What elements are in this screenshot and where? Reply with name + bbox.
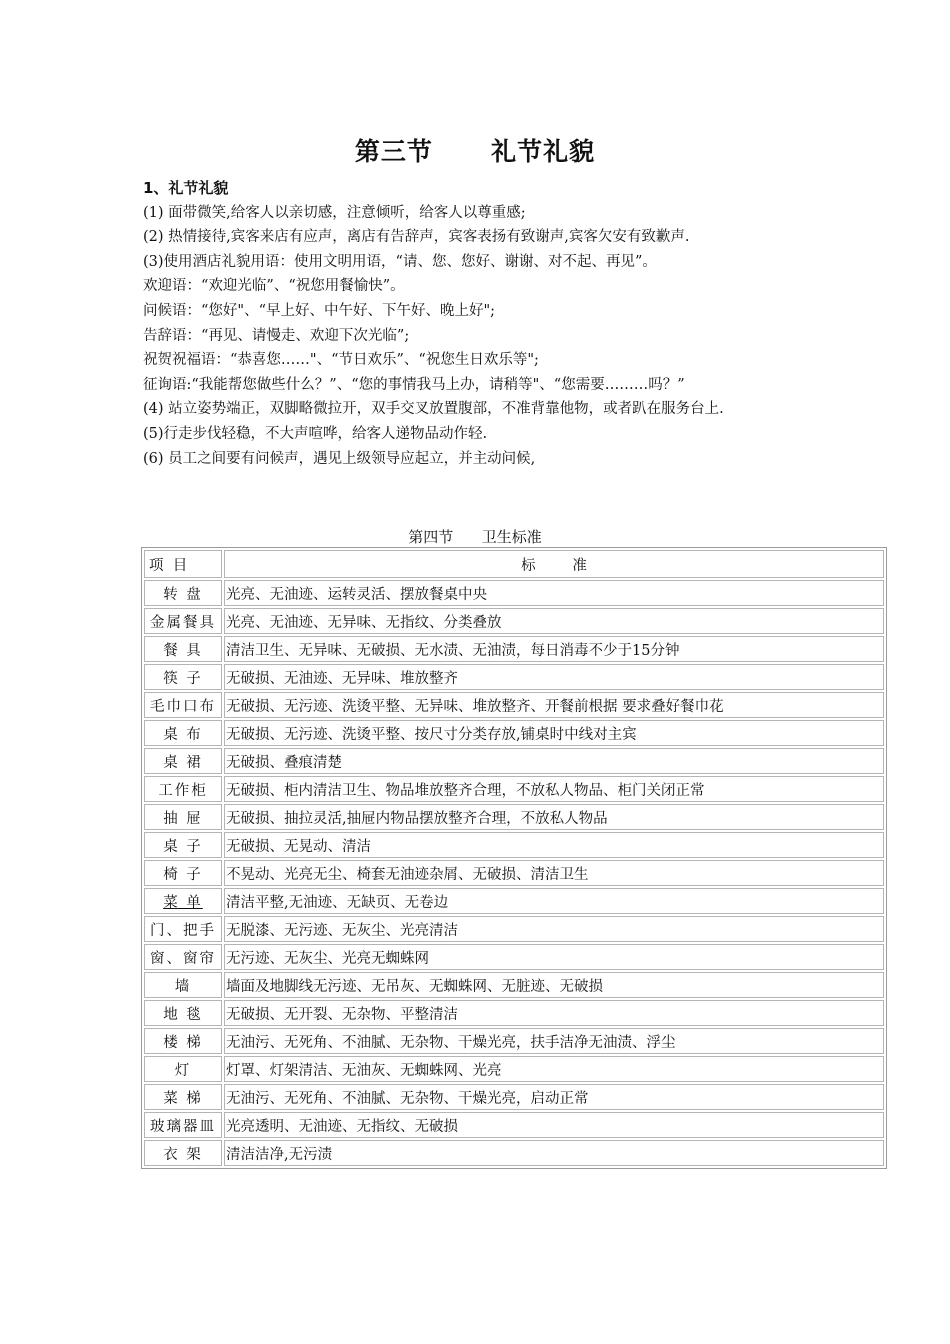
table-row — [144, 832, 884, 858]
row-standard: 光亮、无油迹、无异味、无指纹、分类叠放 — [224, 608, 884, 634]
table-row — [144, 1112, 884, 1138]
table-row — [144, 636, 884, 662]
header-item: 项 目 — [144, 550, 222, 578]
table-header-row — [144, 550, 884, 578]
table-row — [144, 720, 884, 746]
row-standard: 光亮透明、无油迹、无指纹、无破损 — [224, 1112, 884, 1138]
paragraph-congrats: 祝贺祝福语：“恭喜您……"、“节日欢乐”、“祝您生日欢乐等"; — [143, 352, 539, 369]
row-item: 衣 架 — [144, 1140, 222, 1166]
row-standard: 无污迹、无灰尘、光亮无蜘蛛网 — [224, 944, 884, 970]
table-row — [144, 748, 884, 774]
row-standard: 清洁平整,无油迹、无缺页、无卷边 — [224, 888, 884, 914]
paragraph-4: (4) 站立姿势端正，双脚略微拉开，双手交叉放置腹部，不准背靠他物，或者趴在服务台上. — [143, 401, 724, 418]
table-row — [144, 692, 884, 718]
row-item: 毛巾口布 — [144, 692, 222, 718]
row-standard: 无破损、无油迹、无异味、堆放整齐 — [224, 664, 884, 690]
row-standard: 灯罩、灯架清洁、无油灰、无蜘蛛网、光亮 — [224, 1056, 884, 1082]
paragraph-5: (5)行走步伐轻稳，不大声喧哗，给客人递物品动作轻. — [143, 425, 488, 442]
row-item: 灯 — [144, 1056, 222, 1082]
row-item: 椅 子 — [144, 860, 222, 886]
etiquette-section — [143, 176, 813, 471]
table-row — [144, 860, 884, 886]
table-row — [144, 1000, 884, 1026]
paragraph-6: (6) 员工之间要有问候声，遇见上级领导应起立，并主动问候, — [143, 450, 536, 467]
row-standard: 无破损、无开裂、无杂物、平整清洁 — [224, 1000, 884, 1026]
table-row — [144, 916, 884, 942]
paragraph-1: (1) 面带微笑,给客人以亲切感，注意倾听，给客人以尊重感; — [143, 204, 526, 221]
row-item: 筷 子 — [144, 664, 222, 690]
row-item: 楼 梯 — [144, 1028, 222, 1054]
hygiene-standards-table — [141, 547, 887, 1169]
row-item: 墙 — [144, 972, 222, 998]
table-row — [144, 1028, 884, 1054]
table-row — [144, 804, 884, 830]
table-row — [144, 1056, 884, 1082]
row-standard: 无破损、无污迹、洗烫平整、按尺寸分类存放,铺桌时中线对主宾 — [224, 720, 884, 746]
table-row — [144, 608, 884, 634]
row-standard: 无油污、无死角、不油腻、无杂物、干燥光亮，扶手洁净无油渍、浮尘 — [224, 1028, 884, 1054]
paragraph-2: (2) 热情接待,宾客来店有应声，离店有告辞声，宾客表扬有致谢声,宾客欠安有致歉声. — [143, 229, 690, 246]
row-standard: 无油污、无死角、不油腻、无杂物、干燥光亮，启动正常 — [224, 1084, 884, 1110]
paragraph-inquiry: 征询语:“我能帮您做些什么？”、“您的事情我马上办，请稍等"、“您需要………吗？” — [143, 376, 685, 393]
table-row — [144, 1140, 884, 1166]
row-standard: 无破损、柜内清洁卫生、物品堆放整齐合理，不放私人物品、柜门关闭正常 — [224, 776, 884, 802]
paragraph-farewell: 告辞语：“再见、请慢走、欢迎下次光临”; — [143, 327, 410, 344]
row-item: 菜 单 — [144, 888, 222, 914]
paragraph-greeting: 问候语：“您好"、“早上好、中午好、下午好、晚上好"; — [143, 302, 496, 319]
row-item: 桌 裙 — [144, 748, 222, 774]
row-standard: 清洁洁净,无污渍 — [224, 1140, 884, 1166]
row-item: 金属餐具 — [144, 608, 222, 634]
table-row — [144, 972, 884, 998]
section-3-title: 第三节 礼节礼貌 — [354, 137, 596, 166]
row-item: 菜 梯 — [144, 1084, 222, 1110]
row-item: 桌 布 — [144, 720, 222, 746]
row-standard: 无脱漆、无污迹、无灰尘、光亮清洁 — [224, 916, 884, 942]
row-standard: 不晃动、光亮无尘、椅套无油迹杂屑、无破损、清洁卫生 — [224, 860, 884, 886]
row-standard: 无破损、无晃动、清洁 — [224, 832, 884, 858]
section-4-title: 第四节 卫生标准 — [408, 528, 542, 546]
row-item: 转 盘 — [144, 580, 222, 606]
row-item: 抽 屉 — [144, 804, 222, 830]
row-standard: 无破损、无污迹、洗烫平整、无异味、堆放整齐、开餐前根据 要求叠好餐巾花 — [224, 692, 884, 718]
row-item: 窗、窗帘 — [144, 944, 222, 970]
row-standard: 墙面及地脚线无污迹、无吊灰、无蜘蛛网、无脏迹、无破损 — [224, 972, 884, 998]
table-row — [144, 664, 884, 690]
table-row — [144, 580, 884, 606]
row-item: 玻璃器皿 — [144, 1112, 222, 1138]
row-standard: 无破损、叠痕清楚 — [224, 748, 884, 774]
table-row — [144, 888, 884, 914]
row-item: 餐 具 — [144, 636, 222, 662]
paragraph-3: (3)使用酒店礼貌用语：使用文明用语，“请、您、您好、谢谢、对不起、再见”。 — [143, 253, 657, 270]
subheading-etiquette: 1、礼节礼貌 — [143, 179, 229, 197]
row-standard: 清洁卫生、无异味、无破损、无水渍、无油渍，每日消毒不少于15分钟 — [224, 636, 884, 662]
row-item: 工作柜 — [144, 776, 222, 802]
table-row — [144, 1084, 884, 1110]
row-standard: 光亮、无油迹、运转灵活、摆放餐桌中央 — [224, 580, 884, 606]
paragraph-welcome: 欢迎语：“欢迎光临”、“祝您用餐愉快”。 — [143, 278, 405, 295]
row-item: 地 毯 — [144, 1000, 222, 1026]
table-row — [144, 776, 884, 802]
row-item: 桌 子 — [144, 832, 222, 858]
row-standard: 无破损、抽拉灵活,抽屉内物品摆放整齐合理，不放私人物品 — [224, 804, 884, 830]
row-item: 门、把手 — [144, 916, 222, 942]
table-row — [144, 944, 884, 970]
header-standard: 标 准 — [224, 550, 884, 578]
